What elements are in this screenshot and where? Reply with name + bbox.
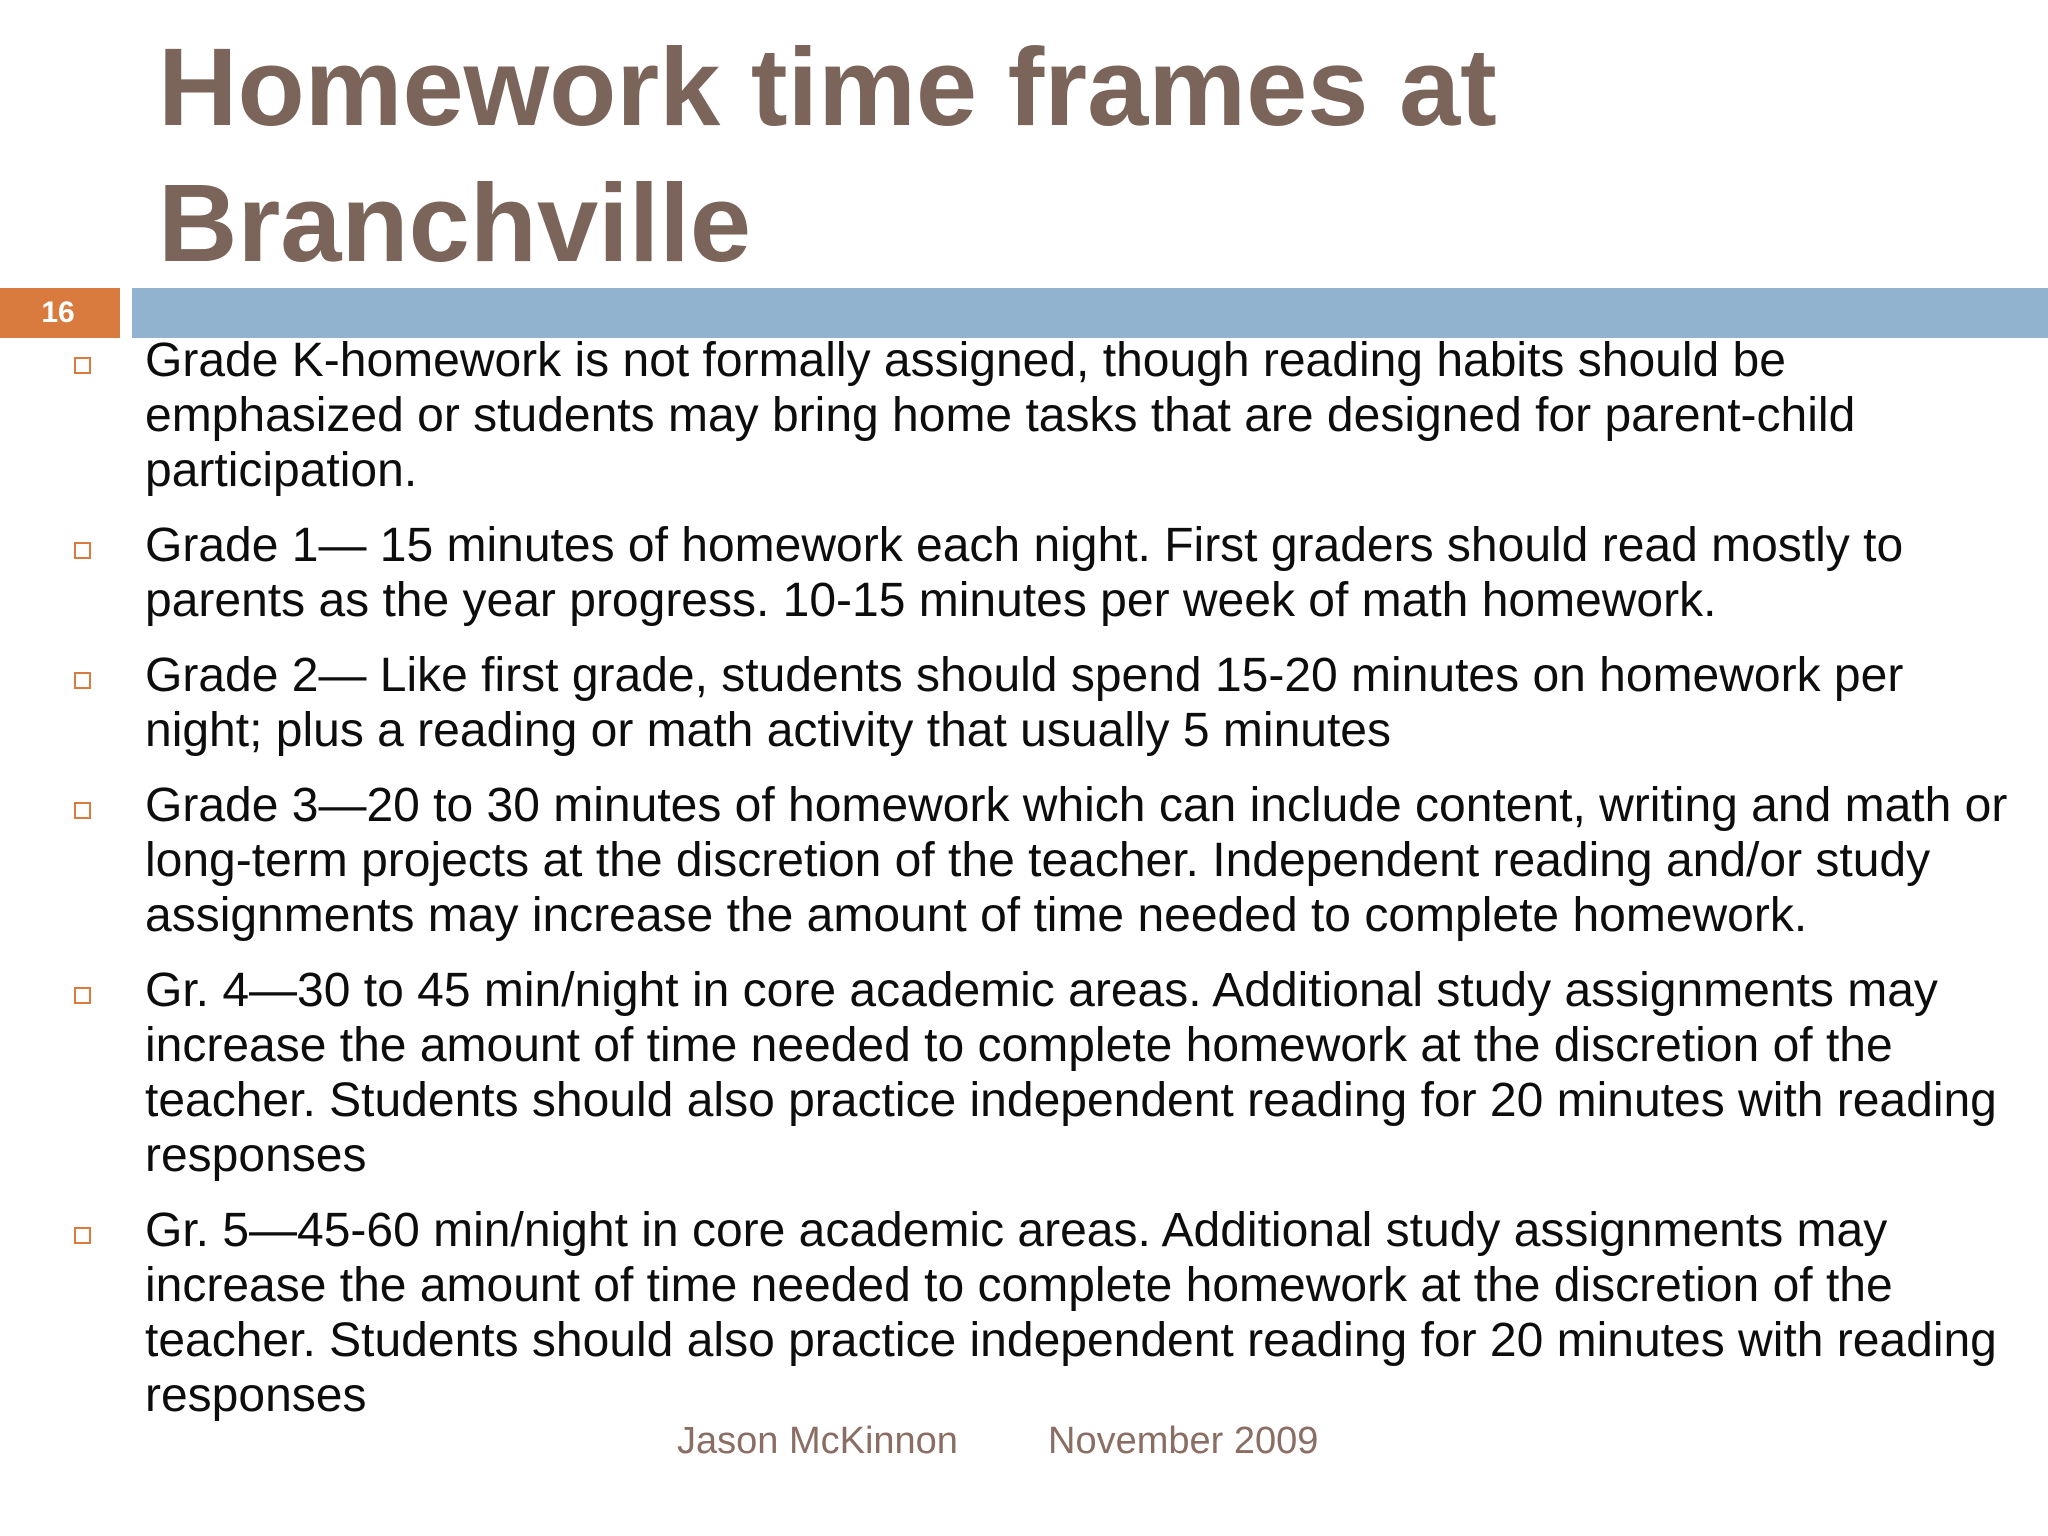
bullet-text: Grade 3—20 to 30 minutes of homework which can include content, writing and math or long-term projects at the discretion of the teacher. Independent reading and/or study assignments may increase the amount of time needed to complete homework. <box>145 779 2008 942</box>
list-item <box>0 518 2048 628</box>
list-item <box>0 778 2048 943</box>
square-bullet-icon <box>74 672 91 689</box>
footer-author: Jason McKinnon <box>677 1420 958 1462</box>
bullet-text: Gr. 5—45-60 min/night in core academic areas. Additional study assignments may increase the amount of time needed to complete homework at the discretion of the teacher. Students should also practice independent reading for 20 minutes with reading responses <box>145 1204 1997 1422</box>
bullet-list <box>0 333 2048 1443</box>
slide-title: Homework time frames at Branchville <box>158 26 1497 285</box>
list-item <box>0 963 2048 1183</box>
list-item <box>0 333 2048 498</box>
square-bullet-icon <box>74 1227 91 1244</box>
bullet-text: Gr. 4—30 to 45 min/night in core academic areas. Additional study assignments may increase the amount of time needed to complete homework at the discretion of the teacher. Students should also practice independent reading for 20 minutes with reading responses <box>145 964 1997 1182</box>
footer-date: November 2009 <box>1048 1420 1319 1462</box>
square-bullet-icon <box>74 542 91 559</box>
bullet-text: Grade 2— Like first grade, students should spend 15-20 minutes on homework per night; plus a reading or math activity that usually 5 minutes <box>145 649 1904 757</box>
square-bullet-icon <box>74 987 91 1004</box>
list-item <box>0 648 2048 758</box>
bullet-text: Grade 1— 15 minutes of homework each night. First graders should read mostly to parents as the year progress. 10-15 minutes per week of math homework. <box>145 519 1904 627</box>
slide-number: 16 <box>0 288 120 338</box>
title-rule-bar <box>132 288 2048 338</box>
square-bullet-icon <box>74 357 91 374</box>
list-item <box>0 1203 2048 1423</box>
square-bullet-icon <box>74 802 91 819</box>
bullet-text: Grade K-homework is not formally assigned, though reading habits should be emphasized or students may bring home tasks that are designed for parent-child participation. <box>145 334 1856 497</box>
